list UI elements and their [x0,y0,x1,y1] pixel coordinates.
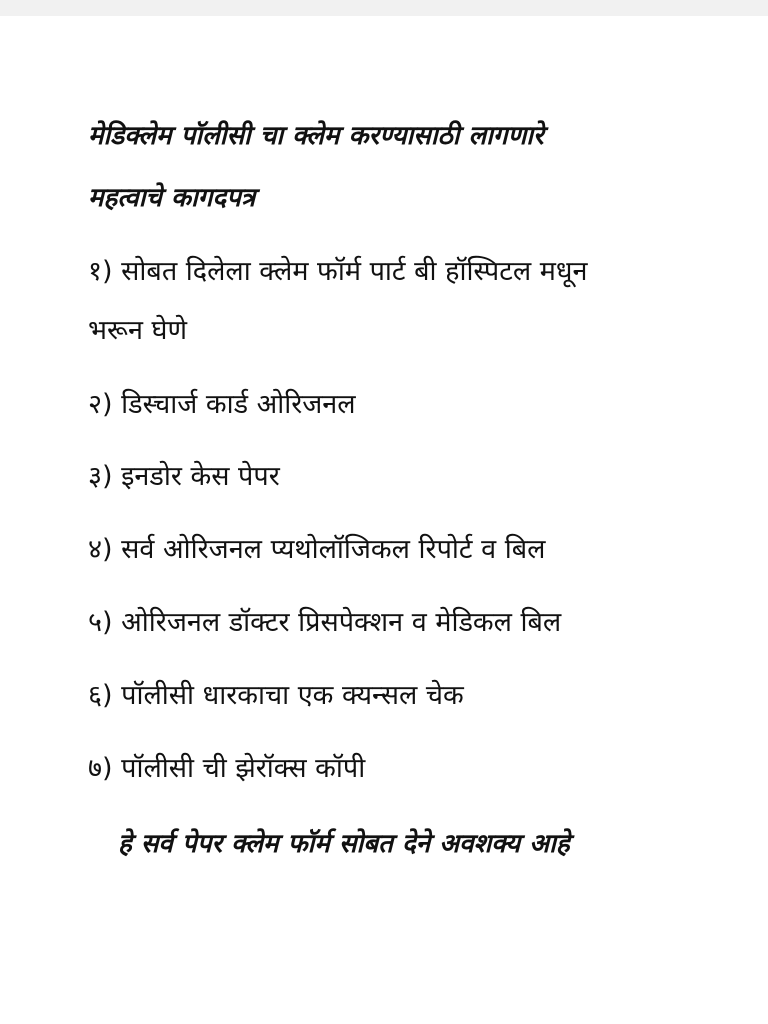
list-item-2: २) डिस्चार्ज कार्ड ओरिजनल [88,389,356,420]
footer-note: हे सर्व पेपर क्लेम फॉर्म सोबत देने अवशक्य आहे [118,829,570,859]
list-item-5: ५) ओरिजनल डॉक्टर प्रिसपेक्शन व मेडिकल बिल [88,607,562,638]
heading-line-2: महत्वाचे कागदपत्र [88,183,256,213]
list-item-3: ३) इनडोर केस पेपर [88,461,280,492]
heading-line-1: मेडिक्लेम पॉलीसी चा क्लेम करण्यासाठी लागणारे [88,121,544,151]
list-item-7: ७) पॉलीसी ची झेरॉक्स कॉपी [88,753,366,784]
list-item-1-line-2: भरून घेणे [88,315,188,346]
list-item-4: ४) सर्व ओरिजनल प्यथोलॉजिकल रिपोर्ट व बिल [88,534,546,565]
list-item-1-line-1: १) सोबत दिलेला क्लेम फॉर्म पार्ट बी हॉस्पिटल मधून [88,256,588,287]
list-item-6: ६) पॉलीसी धारकाचा एक क्यन्सल चेक [88,680,464,711]
